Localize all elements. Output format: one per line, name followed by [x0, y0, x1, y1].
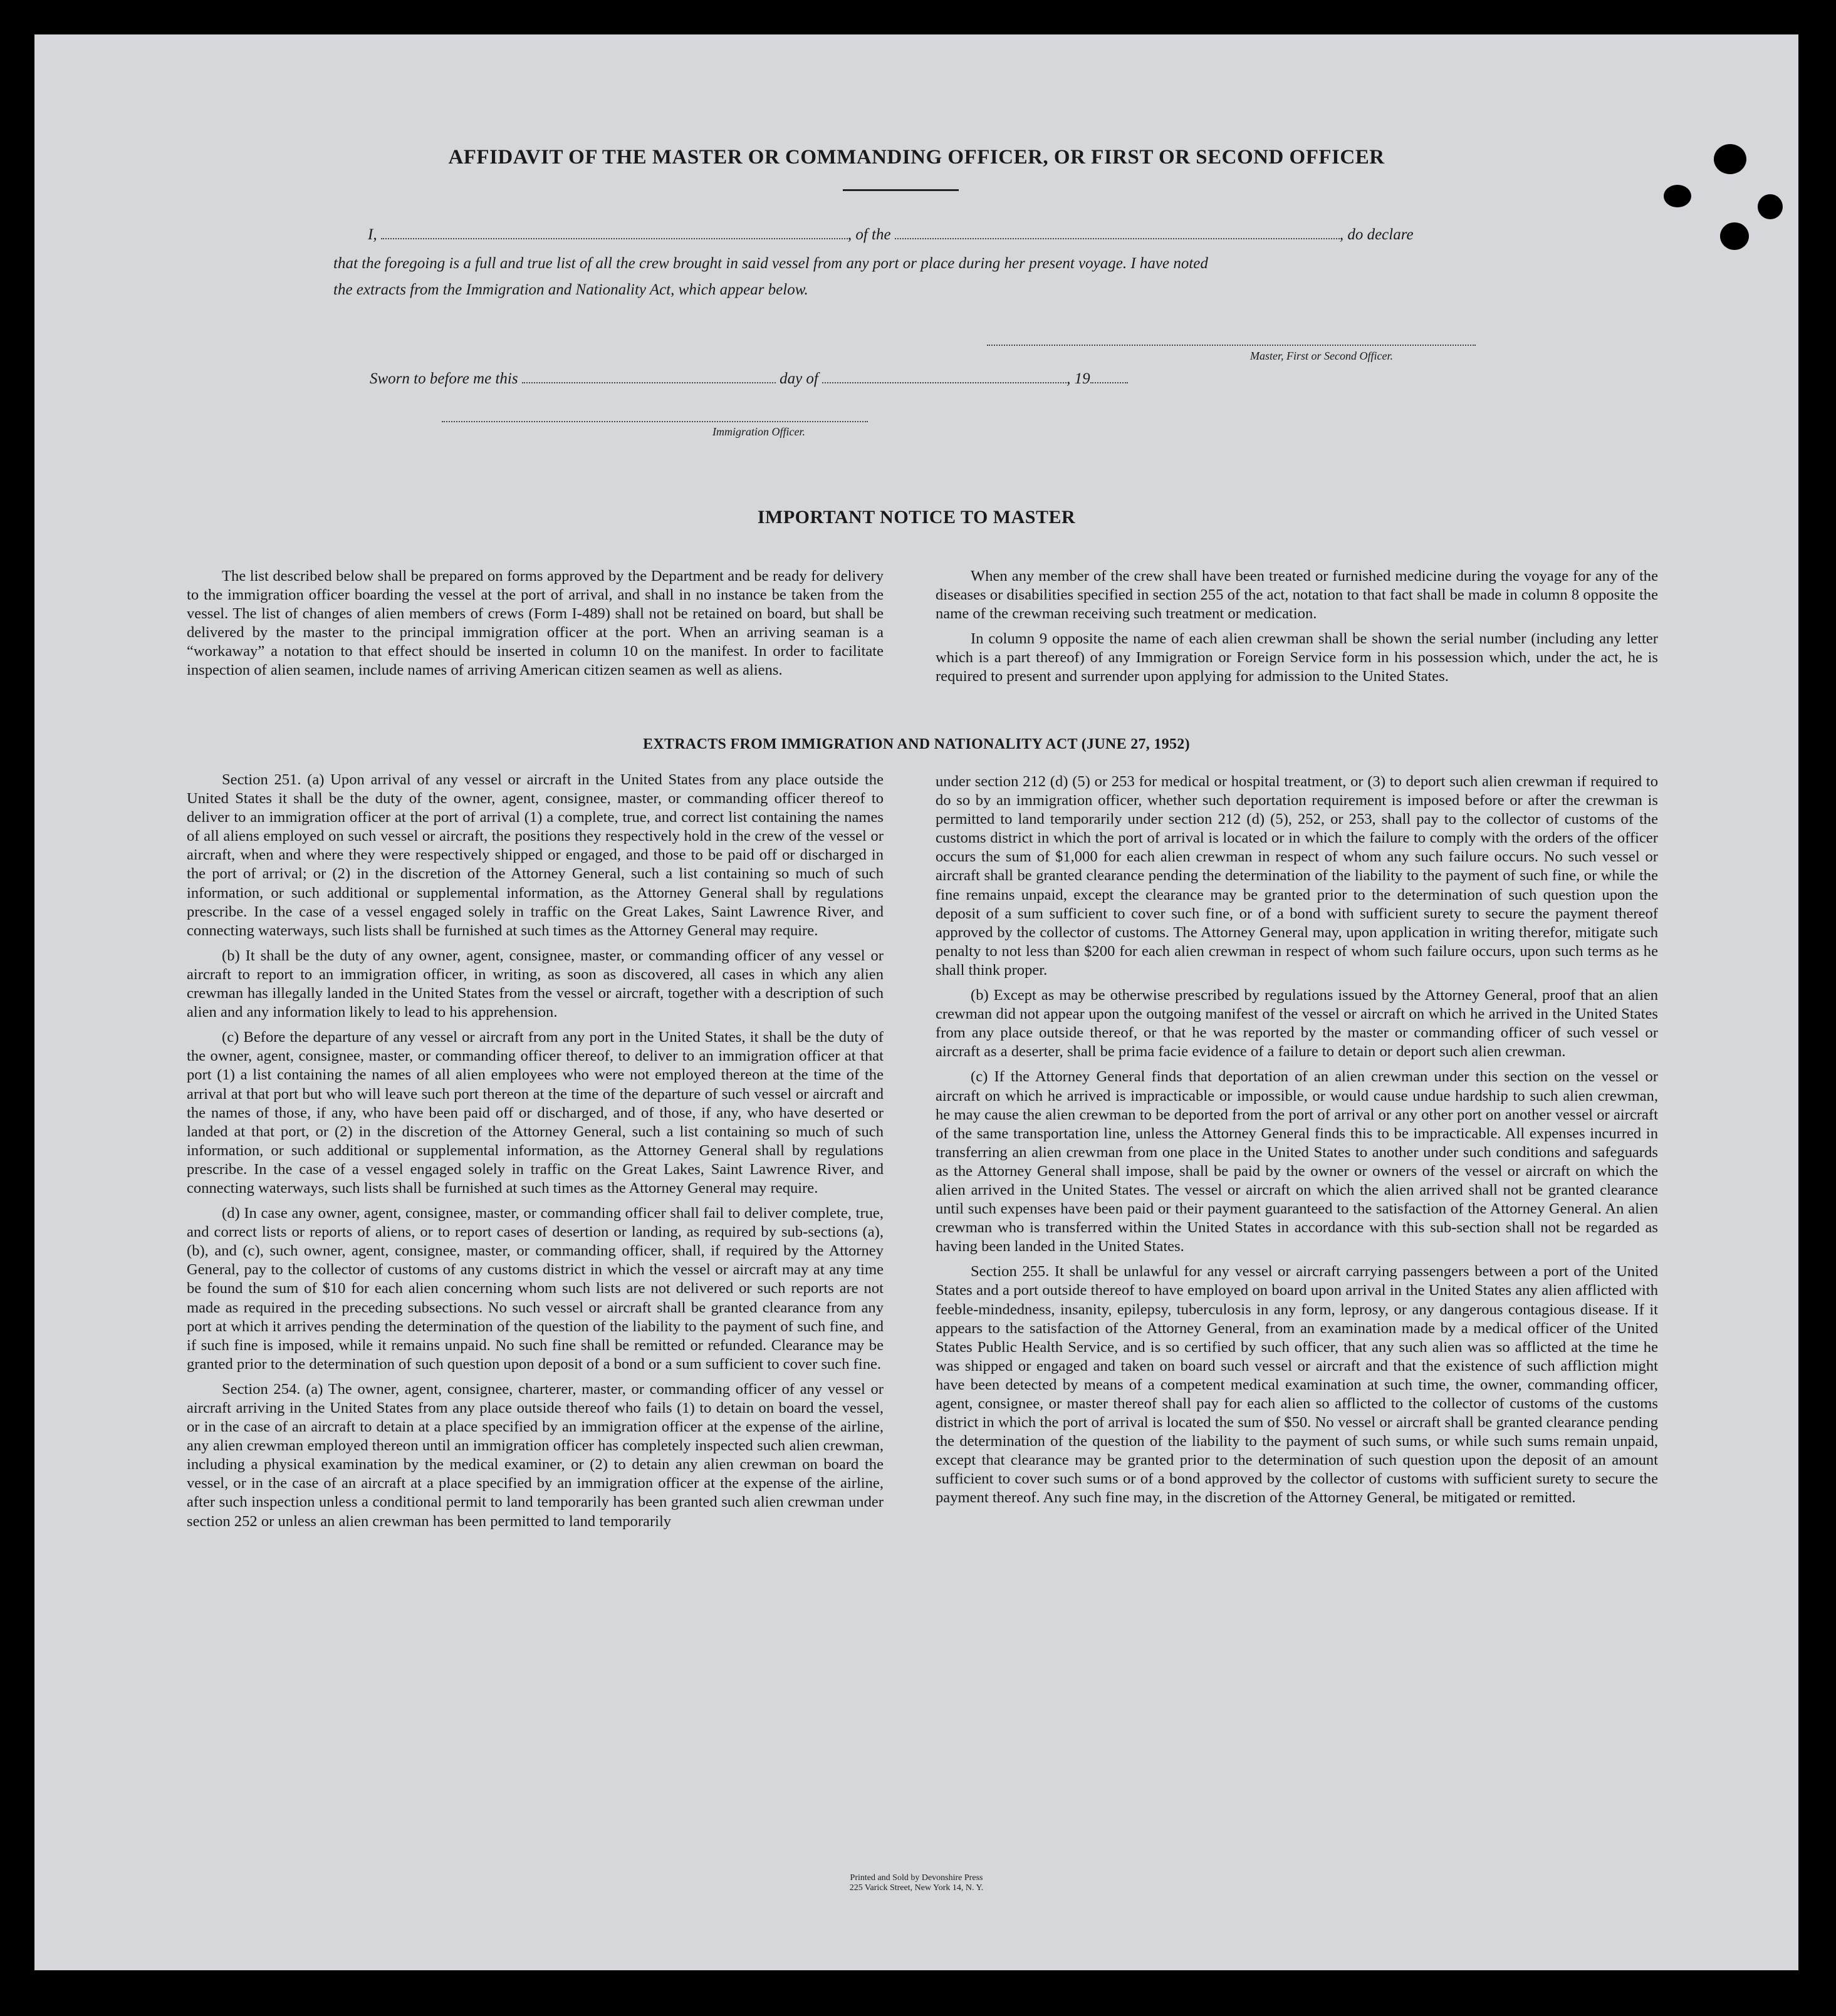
sworn-day-blank[interactable] — [522, 382, 776, 383]
ink-blot — [1720, 222, 1749, 250]
section-254-b: (b) Except as may be otherwise prescribed by regulations issued by the Attorney General, proof that an alien crewman did not appear upon the outgoing manifest of the vessel or aircraft on which he arrived in the United States from any place outside thereof, or that he was reported by the master or commanding officer of such vessel or aircraft as a deserter, shall be prima facie evidence of a failure to detain or deport such alien crewman. — [936, 987, 1658, 1061]
year-label: , 19 — [1067, 370, 1090, 387]
sworn-line — [370, 370, 1310, 388]
notice-right-column — [936, 567, 1658, 687]
section-254-a-continued: under section 212 (d) (5) or 253 for medical or hospital treatment, or (3) to deport such alien crewman if required to do so by an immigration officer, whether such deportation requirement is imposed before or after the crewman is permitted to land temporarily under section 212 (d) (5), 252, or 253, shall pay to the collector of customs of the customs district in which the port of arrival is located or in which the failure to comply with the orders of the officer occurs the sum of $1,000 for each alien crewman in respect of whom any such failure occurs. No such vessel or aircraft shall be granted clearance pending the determination of the liability to the payment of such fine, or while the fine remains unpaid, except the clearance may be granted prior to the determination of such question upon the deposit of a sum sufficient to cover such fine, or of a bond with sufficient surety to secure the payment thereof approved by the collector of customs. The Attorney General may, upon application in writing therefor, mitigate such penalty to not less than $200 for each alien crewman in respect of whom such failure occurs, upon such terms as he shall think proper. — [936, 773, 1658, 979]
declaration-line-2: that the foregoing is a full and true list of all the crew brought in said vessel from any port or place during her present voyage. I have noted — [333, 255, 1208, 272]
sworn-label: Sworn to before me this — [370, 370, 518, 387]
sworn-year-blank[interactable] — [1090, 382, 1128, 383]
notice-title: IMPORTANT NOTICE TO MASTER — [757, 507, 1076, 527]
section-254-c: (c) If the Attorney General finds that deportation of an alien crewman under this section on the vessel or aircraft on which he arrived is impracticable or impossible, or would cause undue hardship to such alien crewman, he may cause the alien crewman to be deported from the port of arrival or any other port on another vessel or aircraft of the same transportation line, unless the Attorney General finds this to be impracticable. All expenses incurred in transferring an alien crewman from one place in the United States to another under such conditions and safeguards as the Attorney General shall impose, shall be paid by the owner or owners of the vessel or aircraft on which the alien arrived in the United States. The vessel or aircraft on which the alien arrived shall not be granted clearance until such expenses have been paid or their payment guaranteed to the satisfaction of the Attorney General. An alien crewman who is transferred within the United States in accordance with this sub-section shall not be regarded as having been landed in the United States. — [936, 1068, 1658, 1255]
ink-blot — [1714, 144, 1746, 174]
section-255: Section 255. It shall be unlawful for any vessel or aircraft carrying passengers between a port of the United States and a port outside thereof to have employed on board upon arrival in the United States any alien afflicted with feeble-mindedness, insanity, epilepsy, tuberculosis in any form, leprosy, or any dangerous contagious disease. If it appears to the satisfaction of the Attorney General, from an examination made by a medical officer of the United States Public Health Service, and is so certified by such officer, that any such alien was so afflicted at the time he was shipped or engaged and taken on board such vessel or aircraft and that the existence of such affliction might have been detected by means of a competent medical examination at such time, the owner, commanding officer, agent, consignee, or master thereof shall pay for each alien so afflicted to the collector of customs of the customs district in which the port of arrival is located the sum of $50. No vessel or aircraft shall be granted clearance pending the determination of the question of the liability to the payment of such sums, or while such sums remain unpaid, except that clearance may be granted prior to the determination of such question upon the deposit of an amount sufficient to cover such sums or of a bond approved by the collector of customs with sufficient surety to secure the payment thereof. Any such fine may, in the discretion of the Attorney General, be mitigated or remitted. — [936, 1263, 1658, 1507]
ink-blot — [1664, 185, 1691, 207]
ink-blot — [1758, 194, 1783, 219]
declaration-of-the: , of the — [847, 226, 891, 243]
immigration-officer-label: Immigration Officer. — [712, 425, 805, 438]
section-251-a: Section 251. (a) Upon arrival of any vessel or aircraft in the United States from any place outside the United States it shall be the duty of the owner, agent, consignee, master, or commanding officer thereof to deliver to an immigration officer at the port of arrival (1) a complete, true, and correct list containing the names of all aliens employed on such vessel or aircraft, the positions they respectively hold in the crew of the vessel or aircraft, when and where they were respectively shipped or engaged, and those to be paid off or discharged in the port of arrival; or (2) in the discretion of the Attorney General, such a list containing so much of such information, or such additional or supplemental information, as the Attorney General shall by regulations prescribe. In the case of a vessel engaged solely in traffic on the Great Lakes, Saint Lawrence River, and connecting waterways, such lists shall be furnished at such times as the Attorney General may require. — [187, 771, 884, 939]
section-251-d: (d) In case any owner, agent, consignee, master, or commanding officer shall fail to deliver complete, true, and correct lists or reports of aliens, or to report cases of desertion or landing, as required by sub-sections (a), (b), and (c), such owner, agent, consignee, master, or commanding officer, shall, if required by the Attorney General, pay to the collector of customs of any customs district in which the vessel or aircraft may at any time be found the sum of $10 for each alien concerning whom such lists are not delivered or such reports are not made as required in the preceding subsections. No such vessel or aircraft shall be granted clearance from any port at which it arrives pending the determination of the question of the liability to the payment of such fine, and if such fine is imposed, while it remains unpaid. No such fine shall be remitted or refunded. Clearance may be granted prior to the determination of such question upon deposit of a bond or a sum sufficient to cover such fine. — [187, 1205, 884, 1373]
master-signature-line[interactable] — [987, 345, 1476, 346]
sworn-month-blank[interactable] — [822, 382, 1067, 383]
printer-line-1: Printed and Sold by Devonshire Press — [850, 1873, 983, 1883]
day-of-label: day of — [780, 370, 818, 387]
declaration-line-3: the extracts from the Immigration and Nationality Act, which appear below. — [333, 281, 808, 298]
section-251-b: (b) It shall be the duty of any owner, agent, consignee, master, or commanding officer of any vessel or aircraft to report to an immigration officer, in writing, as soon as discovered, all cases in which any alien crewman has illegally landed in the United States from the vessel or aircraft, together with a description of such alien and any information likely to lead to his apprehension. — [187, 947, 884, 1021]
printer-imprint — [34, 1873, 1798, 1893]
extracts-title: EXTRACTS FROM IMMIGRATION AND NATIONALITY ACT (JUNE 27, 1952) — [643, 736, 1190, 752]
declaration-line-1 — [368, 226, 1508, 244]
affidavit-title: AFFIDAVIT OF THE MASTER OR COMMANDING OFFICER, OR FIRST OR SECOND OFFICER — [448, 146, 1385, 169]
extracts-left-column — [187, 771, 884, 1531]
declaration-i: I, — [368, 226, 377, 243]
form-page — [34, 34, 1798, 1970]
declaration-do-declare: , do declare — [1339, 226, 1414, 243]
vessel-blank[interactable] — [895, 238, 1340, 239]
notice-left-column — [187, 567, 884, 680]
master-label: Master, First or Second Officer. — [1250, 350, 1393, 362]
extracts-right-column — [936, 772, 1658, 1508]
printer-line-2: 225 Varick Street, New York 14, N. Y. — [849, 1883, 984, 1893]
name-blank[interactable] — [381, 238, 848, 239]
immigration-officer-signature-line[interactable] — [442, 421, 868, 422]
notice-right-paragraph-2: In column 9 opposite the name of each alien crewman shall be shown the serial number (including any letter which is a part thereof) of any Immigration or Foreign Service form in his possession which, under the act, he is required to present and surrender upon applying for admission to the United States. — [936, 630, 1658, 685]
title-rule — [843, 189, 959, 191]
notice-left-paragraph: The list described below shall be prepared on forms approved by the Department and be ready for delivery to the immigration officer boarding the vessel at the port of arrival, and shall in no instance be taken from the vessel. The list of changes of alien members of crews (Form I-489) shall not be retained on board, but shall be delivered by the master to the principal immigration officer at the port. When an arriving seaman is a “workaway” a notation to that effect should be inserted in column 10 on the manifest. In order to facilitate inspection of alien seamen, include names of arriving American citizen seamen as well as aliens. — [187, 568, 884, 679]
notice-right-paragraph-1: When any member of the crew shall have been treated or furnished medicine during the voyage for any of the diseases or disabilities specified in section 255 of the act, notation to that fact shall be made in column 8 opposite the name of the crewman receiving such treatment or medication. — [936, 568, 1658, 623]
section-254-a: Section 254. (a) The owner, agent, consignee, charterer, master, or commanding officer of any vessel or aircraft arriving in the United States from any place outside thereof who fails (1) to detain on board the vessel, or in the case of an aircraft to detain at a place specified by an immigration officer at the expense of the airline, any alien crewman employed thereon until an immigration officer has completely inspected such alien crewman, including a physical examination by the medical examiner, or (2) to detain any alien crewman on board the vessel, or in the case of an aircraft at a place specified by an immigration officer at the expense of the airline, after such inspection unless a conditional permit to land temporarily has been granted such alien crewman under section 252 or unless an alien crewman has been permitted to land temporarily — [187, 1380, 884, 1530]
section-251-c: (c) Before the departure of any vessel or aircraft from any port in the United States, it shall be the duty of the owner, agent, consignee, master, or commanding officer thereof, to deliver to an immigration officer at that port (1) a list containing the names of all alien employees who were not employed thereon at the time of the arrival at that port but who will leave such port thereon at the time of the departure of such vessel or aircraft and the names of those, if any, who have been paid off or discharged, and of those, if any, who have deserted or landed at that port, or (2) in the discretion of the Attorney General, such a list containing so much of such information, or such additional or supplemental information, as the Attorney General shall by regulations prescribe. In the case of a vessel engaged solely in traffic on the Great Lakes, Saint Lawrence River, and connecting waterways, such lists shall be furnished at such times as the Attorney General may require. — [187, 1029, 884, 1197]
